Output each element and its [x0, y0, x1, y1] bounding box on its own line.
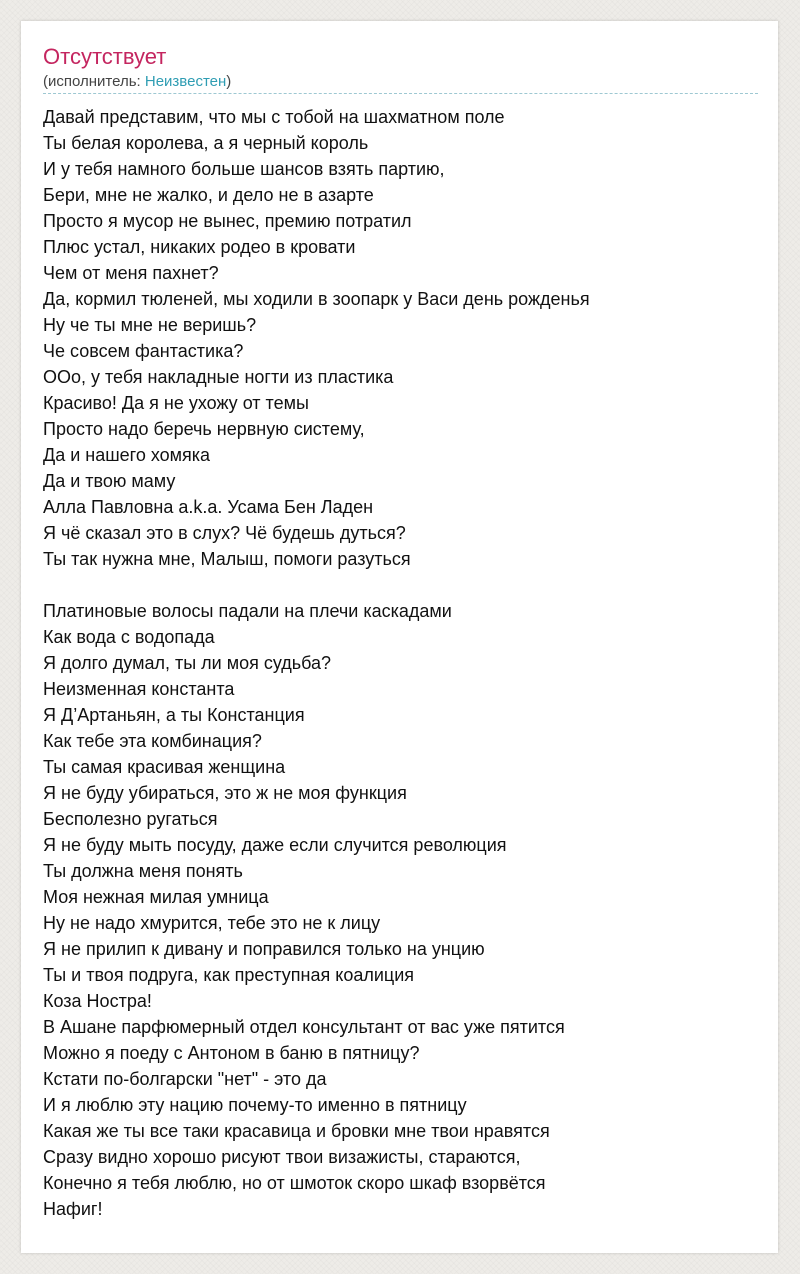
lyrics-card: [21, 21, 778, 1253]
song-title: Отсутствует: [43, 44, 167, 69]
title-divider: [43, 93, 758, 94]
artist-suffix: ): [226, 73, 232, 90]
lyrics-text: Давай представим, что мы с тобой на шахматном поле Ты белая королева, а я черный король И у тебя намного больше шансов взять партию, Бери, мне не жалко, и дело не в азарте Просто я мусор не вынес, премию потратил Плюс устал, никаких родео в кровати Чем от меня пахнет? Да, кормил тюленей, мы ходили в зоопарк у Васи день рожденья Ну че ты мне не веришь? Че совсем фантастика? ООо, у тебя накладные ногти из пластика Красиво! Да я не ухожу от темы Просто надо беречь нервную систему, Да и нашего хомяка Да и твою маму Алла Павловна a.k.a. Усама Бен Ладен Я чё сказал это в слух? Чё будешь дуться? Ты так нужна мне, Малыш, помоги разуться Платиновые волосы падали на плечи каскадами Как вода с водопада Я долго думал, ты ли моя судьба? Неизменная константа Я Д’Артаньян, а ты Констанция Как тебе эта комбинация? Ты самая красивая женщина Я не буду убираться, это ж не моя функция Бесполезно ругаться Я не буду мыть посуду, даже если случится революция Ты должна меня понять Моя нежная милая умница Ну не надо хмурится, тебе это не к лицу Я не прилип к дивану и поправился только на унцию Ты и твоя подруга, как преступная коалиция Коза Ностра! В Ашане парфюмерный отдел консультант от вас уже пятится Можно я поеду с Антоном в баню в пятницу? Кстати по-болгарски "нет" - это да И я люблю эту нацию почему-то именно в пятницу Какая же ты все таки красавица и бровки мне твои нравятся Сразу видно хорошо рисуют твои визажисты, стараются, Конечно я тебя люблю, но от шмоток скоро шкаф взорвётся Нафиг!: [43, 107, 590, 1219]
artist-prefix: (исполнитель:: [43, 73, 145, 90]
artist-line: [43, 72, 231, 92]
artist-link[interactable]: Неизвестен: [144, 73, 227, 90]
